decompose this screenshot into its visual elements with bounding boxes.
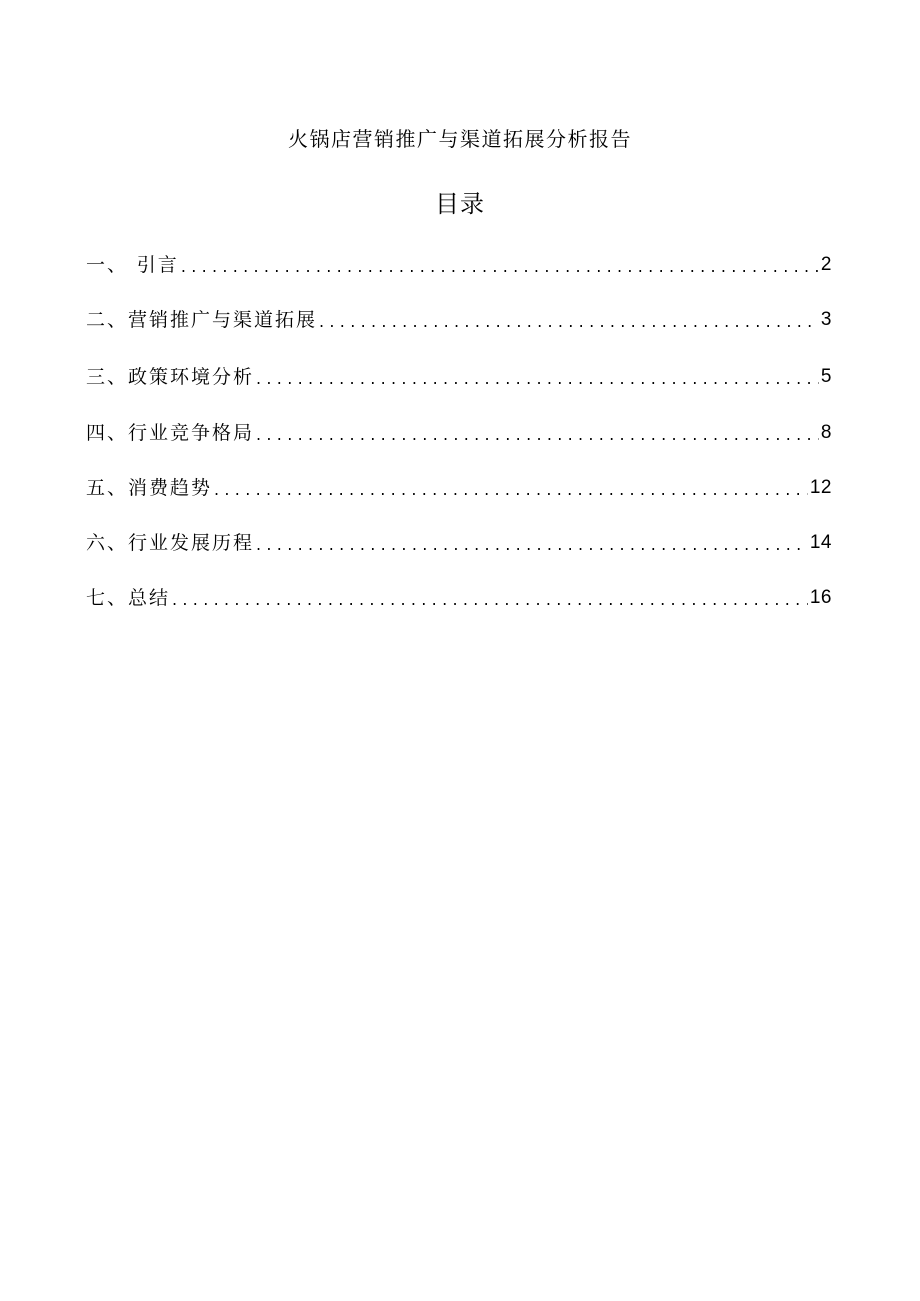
toc-entry-industry-history[interactable]: [86, 528, 832, 558]
toc-entry-label: 营销推广与渠道拓展: [128, 309, 318, 331]
toc-entry-introduction[interactable]: [86, 250, 832, 280]
toc-entry-page-number: 14: [809, 532, 832, 553]
toc-entry-number: 二、: [86, 309, 129, 331]
toc-heading: 目录: [435, 190, 485, 218]
toc-entry-page-number: 5: [820, 366, 832, 387]
toc-entry-page-number: 16: [809, 587, 832, 608]
toc-entry-summary[interactable]: [86, 583, 832, 613]
toc-dot-leader: [170, 587, 808, 613]
toc-entry-page-number: 2: [820, 254, 832, 275]
toc-entry-page-number: 12: [809, 477, 832, 498]
toc-dot-leader: [254, 422, 819, 448]
toc-entry-number: 一、: [86, 254, 129, 276]
toc-dot-leader: [254, 366, 819, 392]
toc-dot-leader: [179, 254, 819, 280]
toc-entry-competition[interactable]: [86, 418, 832, 448]
toc-entry-label: 消费趋势: [128, 477, 213, 499]
toc-entry-marketing-channels[interactable]: [86, 305, 832, 335]
toc-entry-label: 总结: [128, 587, 171, 609]
toc-dot-leader: [254, 532, 808, 558]
document-title: 火锅店营销推广与渠道拓展分析报告: [288, 127, 632, 151]
toc-entry-number: 六、: [86, 532, 129, 554]
toc-entry-label: 行业发展历程: [128, 532, 255, 554]
toc-entry-consumer-trends[interactable]: [86, 473, 832, 503]
toc-entry-number: 五、: [86, 477, 129, 499]
toc-entry-number: 四、: [86, 422, 129, 444]
toc-dot-leader: [212, 477, 808, 503]
toc-entry-number: 三、: [86, 366, 129, 388]
toc-entry-policy-environment[interactable]: [86, 362, 832, 392]
toc-entry-page-number: 3: [820, 309, 832, 330]
toc-entry-page-number: 8: [820, 422, 832, 443]
toc-entry-label: 引言: [136, 254, 179, 276]
toc-dot-leader: [317, 309, 819, 335]
toc-entry-number: 七、: [86, 587, 129, 609]
toc-entry-label: 行业竞争格局: [128, 422, 255, 444]
toc-entry-label: 政策环境分析: [128, 366, 255, 388]
